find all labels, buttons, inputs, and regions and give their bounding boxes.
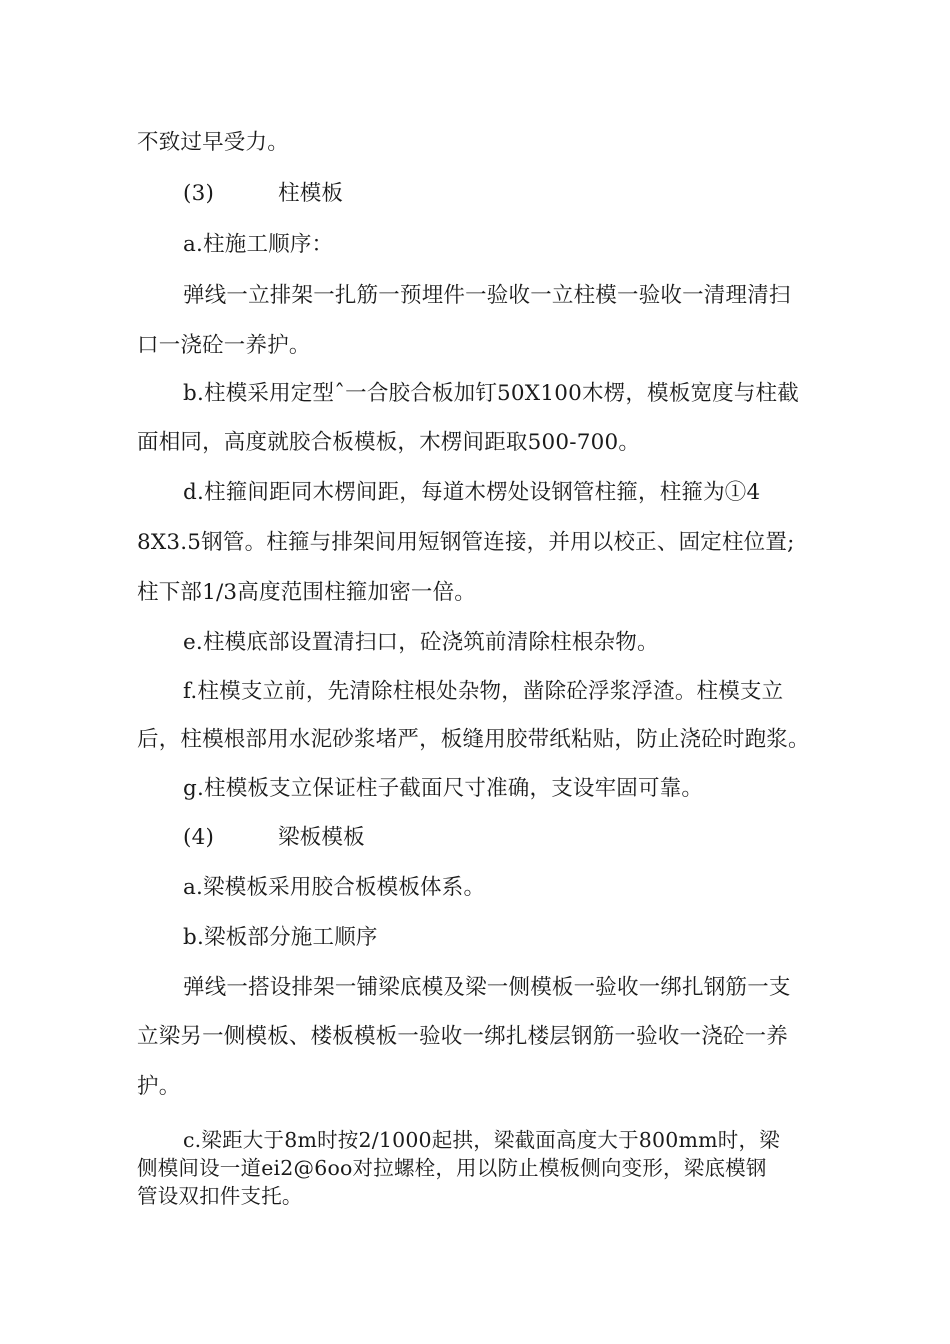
paragraph-line: f.柱模支立前，先清除柱根处杂物，凿除砼浮浆浮渣。柱模支立 [183, 679, 784, 704]
paragraph-line: 柱下部1/3高度范围柱箍加密一倍。 [137, 580, 477, 605]
paragraph-line: 8X3.5钢管。柱箍与排架间用短钢管连接，并用以校正、固定柱位置; [137, 530, 795, 555]
paragraph-line: 管设双扣件支托。 [137, 1184, 303, 1208]
section-heading-3 [183, 179, 863, 209]
section-number: (3) [183, 181, 215, 206]
paragraph-line: 不致过早受力。 [137, 130, 289, 155]
paragraph-line: 护。 [137, 1074, 181, 1099]
paragraph-line: 面相同，高度就胶合板模板，木楞间距取500-700。 [137, 430, 641, 455]
paragraph-line: 立梁另一侧模板、楼板模板一验收一绑扎楼层钢筋一验收一浇砼一养 [137, 1024, 789, 1049]
section-title: 梁板模板 [278, 825, 365, 850]
paragraph-line: b.梁板部分施工顺序 [183, 925, 378, 950]
paragraph-line: a.柱施工顺序： [183, 232, 334, 257]
paragraph-line: 弹线一搭设排架一铺梁底模及梁一侧模板一验收一绑扎钢筋一支 [183, 975, 791, 1000]
section-title: 柱模板 [278, 181, 344, 206]
paragraph-line: 口一浇砼一养护。 [137, 333, 311, 358]
paragraph-line: 弹线一立排架一扎筋一预埋件一验收一立柱模一验收一清理清扫 [183, 283, 791, 308]
paragraph-line: c.梁距大于8m时按2/1000起拱，梁截面高度大于800mm时，梁 [183, 1128, 780, 1152]
section-number: (4) [183, 825, 215, 850]
paragraph-line: d.柱箍间距同木楞间距，每道木楞处设钢管柱箍，柱箍为①4 [183, 480, 761, 505]
paragraph-line: a.梁模板采用胶合板模板体系。 [183, 875, 486, 900]
paragraph-line: e.柱模底部设置清扫口，砼浇筑前清除柱根杂物。 [183, 630, 659, 655]
paragraph-line: 侧模间设一道ei2@6oo对拉螺栓，用以防止模板侧向变形，梁底模钢 [137, 1156, 767, 1180]
paragraph-line: b.柱模采用定型ˆ一合胶合板加钉50X100木楞，模板宽度与柱截 [183, 381, 799, 406]
section-heading-4 [183, 823, 863, 853]
paragraph-line: 后，柱模根部用水泥砂浆堵严，板缝用胶带纸粘贴，防止浇砼时跑浆。 [137, 727, 810, 752]
paragraph-line: g.柱模板支立保证柱子截面尺寸准确，支设牢固可靠。 [183, 776, 704, 801]
